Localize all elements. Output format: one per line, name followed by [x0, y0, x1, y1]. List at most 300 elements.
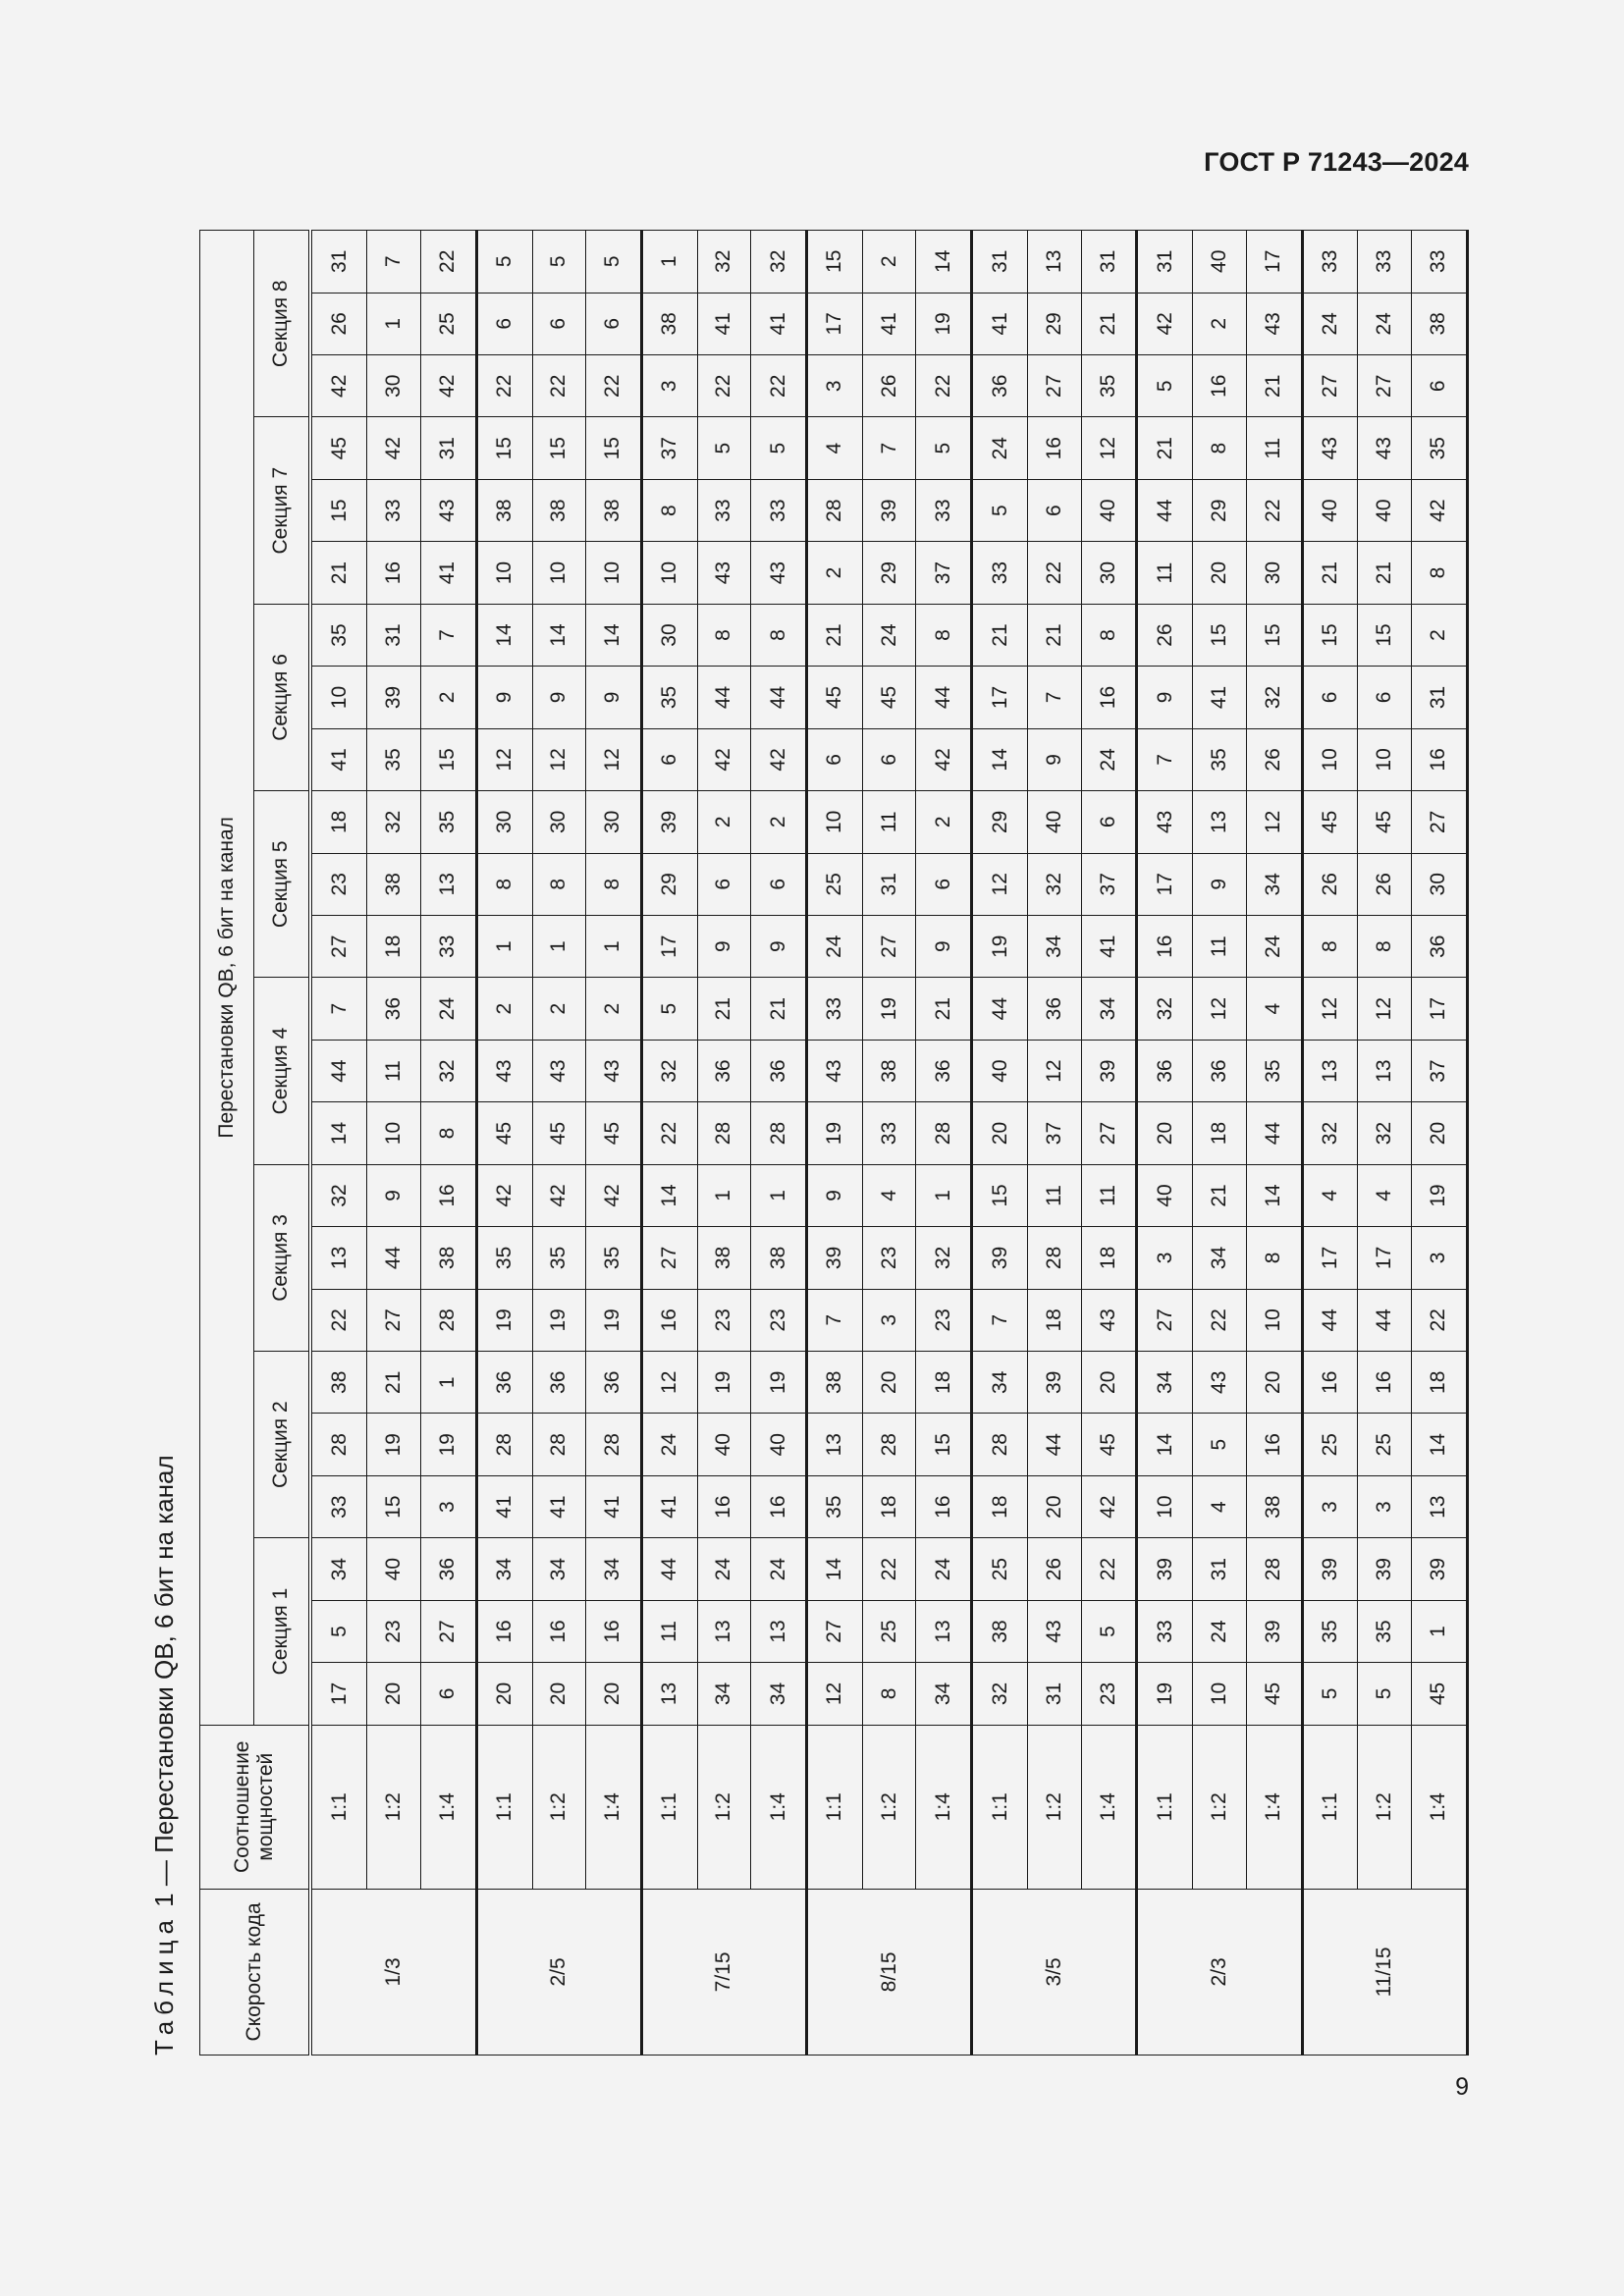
- permutation-cell: 42: [310, 355, 367, 417]
- caption-number: 1: [149, 1893, 179, 1907]
- permutation-cell: 25: [862, 1600, 916, 1662]
- permutation-cell: 31: [1081, 231, 1137, 294]
- permutation-cell: 2: [476, 978, 532, 1040]
- permutation-cell: 40: [1081, 479, 1137, 541]
- permutation-cell: 22: [1193, 1289, 1247, 1351]
- permutation-cell: 39: [1246, 1600, 1302, 1662]
- permutation-cell: 2: [532, 978, 586, 1040]
- permutation-cell: 45: [1412, 1663, 1468, 1725]
- permutation-cell: 21: [916, 978, 972, 1040]
- permutation-cell: 1: [641, 231, 697, 294]
- permutation-cell: 31: [1028, 1663, 1082, 1725]
- permutation-cell: 28: [532, 1414, 586, 1475]
- permutation-cell: 36: [916, 1040, 972, 1101]
- permutation-cell: 5: [476, 231, 532, 294]
- permutation-cell: 28: [586, 1414, 642, 1475]
- section-header: Секция 3: [253, 1164, 310, 1351]
- permutation-cell: 41: [310, 728, 367, 790]
- caption-prefix: Таблица: [149, 1914, 179, 2056]
- permutation-cell: 1: [420, 1352, 476, 1414]
- permutation-cell: 5: [310, 1600, 367, 1662]
- power-ratio-cell: 1:4: [586, 1725, 642, 1889]
- permutation-cell: 14: [972, 728, 1028, 790]
- permutation-cell: 43: [1081, 1289, 1137, 1351]
- permutation-cell: 28: [476, 1414, 532, 1475]
- power-ratio-cell: 1:1: [641, 1725, 697, 1889]
- permutation-cell: 42: [367, 417, 421, 479]
- permutation-cell: 10: [367, 1102, 421, 1164]
- permutation-cell: 36: [1028, 978, 1082, 1040]
- permutation-cell: 41: [972, 293, 1028, 354]
- table-row: [1081, 231, 1137, 2056]
- permutation-cell: 2: [1193, 293, 1247, 354]
- permutation-cell: 4: [1358, 1164, 1412, 1226]
- permutation-cell: 44: [367, 1227, 421, 1289]
- permutation-cell: 2: [751, 791, 807, 853]
- permutation-cell: 24: [972, 417, 1028, 479]
- permutation-cell: 32: [1302, 1102, 1358, 1164]
- power-ratio-cell: 1:2: [697, 1725, 751, 1889]
- permutation-cell: 32: [1358, 1102, 1412, 1164]
- code-rate-cell: 2/3: [1137, 1889, 1302, 2055]
- permutation-cell: 29: [1028, 293, 1082, 354]
- permutation-cell: 11: [641, 1600, 697, 1662]
- permutation-cell: 40: [1028, 791, 1082, 853]
- permutation-cell: 21: [367, 1352, 421, 1414]
- permutation-cell: 29: [972, 791, 1028, 853]
- permutation-cell: 33: [420, 915, 476, 977]
- power-ratio-cell: 1:1: [1302, 1725, 1358, 1889]
- permutation-cell: 43: [1193, 1352, 1247, 1414]
- permutation-cell: 26: [1028, 1538, 1082, 1600]
- permutation-cell: 42: [420, 355, 476, 417]
- permutation-cell: 27: [641, 1227, 697, 1289]
- permutation-cell: 39: [1412, 1538, 1468, 1600]
- permutation-cell: 30: [532, 791, 586, 853]
- permutation-cell: 24: [1246, 915, 1302, 977]
- permutation-cell: 43: [476, 1040, 532, 1101]
- permutation-cell: 40: [367, 1538, 421, 1600]
- permutation-cell: 3: [807, 355, 863, 417]
- permutation-cell: 45: [1358, 791, 1412, 853]
- permutation-cell: 22: [862, 1538, 916, 1600]
- permutation-cell: 12: [972, 853, 1028, 915]
- permutation-cell: 5: [1358, 1663, 1412, 1725]
- permutation-cell: 16: [916, 1475, 972, 1537]
- permutation-cell: 34: [1137, 1352, 1193, 1414]
- table-caption: Таблица 1 — Перестановки QB, 6 бит на канал: [149, 1455, 179, 2056]
- permutation-cell: 34: [476, 1538, 532, 1600]
- section-header: Секция 6: [253, 604, 310, 790]
- permutation-cell: 14: [807, 1538, 863, 1600]
- permutation-cell: 15: [972, 1164, 1028, 1226]
- permutation-cell: 33: [697, 479, 751, 541]
- permutation-cell: 36: [697, 1040, 751, 1101]
- permutation-cell: 12: [1028, 1040, 1082, 1101]
- permutation-cell: 39: [1302, 1538, 1358, 1600]
- permutation-cell: 23: [751, 1289, 807, 1351]
- permutation-cell: 41: [862, 293, 916, 354]
- permutation-cell: 27: [1028, 355, 1082, 417]
- permutation-cell: 19: [697, 1352, 751, 1414]
- permutation-cell: 11: [1193, 915, 1247, 977]
- permutation-cell: 2: [586, 978, 642, 1040]
- column-header-ratio: Соотношение мощностей: [200, 1725, 310, 1889]
- permutation-cell: 28: [751, 1102, 807, 1164]
- document-header: ГОСТ Р 71243—2024: [1204, 147, 1469, 177]
- section-header: Секция 8: [253, 231, 310, 417]
- permutation-cell: 12: [586, 728, 642, 790]
- permutation-cell: 41: [641, 1475, 697, 1537]
- permutation-cell: 43: [1137, 791, 1193, 853]
- permutation-cell: 24: [862, 604, 916, 666]
- power-ratio-cell: 1:2: [1358, 1725, 1412, 1889]
- permutation-cell: 6: [420, 1663, 476, 1725]
- permutation-cell: 6: [641, 728, 697, 790]
- permutation-cell: 45: [1302, 791, 1358, 853]
- permutation-cell: 28: [1028, 1227, 1082, 1289]
- permutation-cell: 19: [367, 1414, 421, 1475]
- permutation-cell: 31: [1193, 1538, 1247, 1600]
- permutation-cell: 35: [1193, 728, 1247, 790]
- permutation-cell: 36: [751, 1040, 807, 1101]
- permutation-cell: 13: [1412, 1475, 1468, 1537]
- permutation-cell: 10: [807, 791, 863, 853]
- permutation-cell: 28: [420, 1289, 476, 1351]
- permutation-cell: 34: [1028, 915, 1082, 977]
- permutation-cell: 24: [697, 1538, 751, 1600]
- permutation-cell: 3: [1137, 1227, 1193, 1289]
- permutation-cell: 7: [1028, 667, 1082, 728]
- permutation-cell: 8: [1193, 417, 1247, 479]
- permutation-cell: 30: [1246, 542, 1302, 604]
- permutation-cell: 22: [1246, 479, 1302, 541]
- permutation-cell: 32: [972, 1663, 1028, 1725]
- permutation-cell: 26: [310, 293, 367, 354]
- permutation-cell: 13: [751, 1600, 807, 1662]
- permutation-cell: 8: [916, 604, 972, 666]
- permutation-cell: 3: [862, 1289, 916, 1351]
- permutation-cell: 21: [310, 542, 367, 604]
- permutation-cell: 8: [532, 853, 586, 915]
- permutation-cell: 15: [1193, 604, 1247, 666]
- permutation-cell: 43: [1302, 417, 1358, 479]
- permutation-cell: 24: [1358, 293, 1412, 354]
- permutation-cell: 6: [586, 293, 642, 354]
- permutation-cell: 16: [420, 1164, 476, 1226]
- permutation-cell: 32: [751, 231, 807, 294]
- permutation-cell: 10: [1193, 1663, 1247, 1725]
- permutation-cell: 11: [1081, 1164, 1137, 1226]
- permutation-cell: 38: [807, 1352, 863, 1414]
- permutation-cell: 38: [641, 293, 697, 354]
- permutation-cell: 27: [1358, 355, 1412, 417]
- permutation-cell: 43: [807, 1040, 863, 1101]
- permutation-cell: 6: [1412, 355, 1468, 417]
- table-row: [916, 231, 972, 2056]
- permutation-cell: 35: [1302, 1600, 1358, 1662]
- permutation-cell: 36: [1137, 1040, 1193, 1101]
- table-row: [972, 231, 1028, 2056]
- permutation-cell: 22: [476, 355, 532, 417]
- permutation-cell: 8: [751, 604, 807, 666]
- code-rate-cell: 7/15: [641, 1889, 806, 2055]
- permutation-cell: 6: [1302, 667, 1358, 728]
- permutation-cell: 1: [697, 1164, 751, 1226]
- permutation-cell: 40: [1302, 479, 1358, 541]
- permutation-cell: 38: [1412, 293, 1468, 354]
- permutation-cell: 18: [367, 915, 421, 977]
- permutation-cell: 16: [367, 542, 421, 604]
- permutation-cell: 45: [476, 1102, 532, 1164]
- permutation-cell: 11: [1246, 417, 1302, 479]
- table-row: [862, 231, 916, 2056]
- permutation-cell: 10: [310, 667, 367, 728]
- permutation-cell: 39: [972, 1227, 1028, 1289]
- permutation-cell: 39: [862, 479, 916, 541]
- permutation-cell: 2: [862, 231, 916, 294]
- permutation-cell: 10: [476, 542, 532, 604]
- permutation-cell: 5: [586, 231, 642, 294]
- permutation-cell: 23: [1081, 1663, 1137, 1725]
- permutation-cell: 15: [1358, 604, 1412, 666]
- permutation-cell: 1: [916, 1164, 972, 1226]
- permutation-cell: 21: [751, 978, 807, 1040]
- code-rate-cell: 11/15: [1302, 1889, 1467, 2055]
- permutation-cell: 8: [697, 604, 751, 666]
- permutation-cell: 20: [1193, 542, 1247, 604]
- permutation-cell: 21: [1193, 1164, 1247, 1226]
- permutation-cell: 13: [697, 1600, 751, 1662]
- permutation-cell: 39: [641, 791, 697, 853]
- permutation-cell: 35: [1358, 1600, 1412, 1662]
- permutation-cell: 40: [751, 1414, 807, 1475]
- permutation-cell: 9: [1028, 728, 1082, 790]
- permutation-cell: 14: [641, 1164, 697, 1226]
- power-ratio-cell: 1:1: [310, 1725, 367, 1889]
- permutation-cell: 20: [476, 1663, 532, 1725]
- permutation-cell: 16: [641, 1289, 697, 1351]
- permutation-cell: 17: [310, 1663, 367, 1725]
- permutation-cell: 29: [641, 853, 697, 915]
- permutation-cell: 44: [1028, 1414, 1082, 1475]
- table-row: [1137, 231, 1193, 2056]
- permutation-cell: 36: [1193, 1040, 1247, 1101]
- permutation-cell: 2: [807, 542, 863, 604]
- permutation-cell: 29: [1193, 479, 1247, 541]
- permutation-cell: 5: [532, 231, 586, 294]
- permutation-cell: 9: [532, 667, 586, 728]
- permutation-cell: 22: [532, 355, 586, 417]
- power-ratio-cell: 1:4: [751, 1725, 807, 1889]
- permutation-cell: 41: [1193, 667, 1247, 728]
- permutation-cell: 8: [1302, 915, 1358, 977]
- permutation-cell: 22: [916, 355, 972, 417]
- permutation-cell: 35: [310, 604, 367, 666]
- permutation-table: [199, 230, 1469, 2056]
- permutation-cell: 3: [641, 355, 697, 417]
- permutation-cell: 36: [972, 355, 1028, 417]
- permutation-cell: 21: [1246, 355, 1302, 417]
- permutation-cell: 14: [476, 604, 532, 666]
- permutation-cell: 8: [641, 479, 697, 541]
- permutation-cell: 17: [1137, 853, 1193, 915]
- permutation-cell: 41: [1081, 915, 1137, 977]
- permutation-cell: 6: [916, 853, 972, 915]
- permutation-cell: 19: [586, 1289, 642, 1351]
- power-ratio-cell: 1:1: [972, 1725, 1028, 1889]
- code-rate-cell: 2/5: [476, 1889, 641, 2055]
- permutation-cell: 17: [807, 293, 863, 354]
- permutation-cell: 24: [420, 978, 476, 1040]
- permutation-cell: 42: [532, 1164, 586, 1226]
- permutation-cell: 23: [367, 1600, 421, 1662]
- power-ratio-cell: 1:2: [532, 1725, 586, 1889]
- permutation-cell: 33: [1137, 1600, 1193, 1662]
- power-ratio-cell: 1:4: [420, 1725, 476, 1889]
- permutation-cell: 32: [420, 1040, 476, 1101]
- permutation-cell: 9: [807, 1164, 863, 1226]
- permutation-cell: 32: [697, 231, 751, 294]
- permutation-cell: 15: [476, 417, 532, 479]
- table-row: [641, 231, 697, 2056]
- table-row: [310, 231, 367, 2056]
- permutation-cell: 11: [862, 791, 916, 853]
- permutation-cell: 21: [972, 604, 1028, 666]
- permutation-cell: 33: [972, 542, 1028, 604]
- caption-title: Перестановки QB, 6 бит на канал: [149, 1455, 179, 1853]
- power-ratio-cell: 1:4: [916, 1725, 972, 1889]
- permutation-cell: 1: [1412, 1600, 1468, 1662]
- permutation-cell: 8: [1246, 1227, 1302, 1289]
- permutation-cell: 33: [751, 479, 807, 541]
- permutation-cell: 4: [862, 1164, 916, 1226]
- permutation-cell: 44: [1302, 1289, 1358, 1351]
- permutation-cell: 16: [476, 1600, 532, 1662]
- permutation-cell: 27: [862, 915, 916, 977]
- permutation-cell: 43: [1358, 417, 1412, 479]
- permutation-cell: 38: [532, 479, 586, 541]
- permutation-cell: 5: [972, 479, 1028, 541]
- permutation-cell: 6: [1358, 667, 1412, 728]
- permutation-cell: 19: [476, 1289, 532, 1351]
- permutation-cell: 7: [862, 417, 916, 479]
- permutation-cell: 30: [1081, 542, 1137, 604]
- permutation-cell: 27: [310, 915, 367, 977]
- permutation-cell: 7: [310, 978, 367, 1040]
- permutation-cell: 34: [1193, 1227, 1247, 1289]
- permutation-cell: 32: [916, 1227, 972, 1289]
- permutation-cell: 22: [420, 231, 476, 294]
- permutation-cell: 6: [862, 728, 916, 790]
- permutation-cell: 31: [420, 417, 476, 479]
- table-row: [751, 231, 807, 2056]
- permutation-cell: 6: [1028, 479, 1082, 541]
- table-row: [532, 231, 586, 2056]
- permutation-cell: 40: [1193, 231, 1247, 294]
- permutation-cell: 16: [1081, 667, 1137, 728]
- permutation-cell: 13: [1358, 1040, 1412, 1101]
- permutation-cell: 5: [1081, 1600, 1137, 1662]
- power-ratio-cell: 1:1: [476, 1725, 532, 1889]
- permutation-cell: 33: [1412, 231, 1468, 294]
- permutation-cell: 9: [697, 915, 751, 977]
- permutation-cell: 22: [310, 1289, 367, 1351]
- permutation-cell: 4: [1246, 978, 1302, 1040]
- permutation-cell: 12: [532, 728, 586, 790]
- permutation-cell: 7: [420, 604, 476, 666]
- permutation-cell: 38: [697, 1227, 751, 1289]
- permutation-cell: 44: [641, 1538, 697, 1600]
- permutation-cell: 21: [1028, 604, 1082, 666]
- permutation-cell: 10: [586, 542, 642, 604]
- permutation-cell: 41: [751, 293, 807, 354]
- permutation-cell: 38: [310, 1352, 367, 1414]
- permutation-cell: 41: [532, 1475, 586, 1537]
- permutation-cell: 15: [1302, 604, 1358, 666]
- permutation-cell: 8: [1358, 915, 1412, 977]
- permutation-cell: 10: [1246, 1289, 1302, 1351]
- permutation-cell: 35: [420, 791, 476, 853]
- permutation-cell: 43: [420, 479, 476, 541]
- permutation-cell: 16: [751, 1475, 807, 1537]
- permutation-cell: 44: [310, 1040, 367, 1101]
- permutation-cell: 27: [1137, 1289, 1193, 1351]
- permutation-cell: 2: [916, 791, 972, 853]
- permutation-cell: 19: [420, 1414, 476, 1475]
- permutation-cell: 21: [697, 978, 751, 1040]
- table-row: [807, 231, 863, 2056]
- permutation-cell: 27: [367, 1289, 421, 1351]
- permutation-cell: 38: [476, 479, 532, 541]
- permutation-cell: 18: [1193, 1102, 1247, 1164]
- permutation-cell: 4: [1193, 1475, 1247, 1537]
- permutation-cell: 18: [1028, 1289, 1082, 1351]
- permutation-cell: 38: [751, 1227, 807, 1289]
- permutation-cell: 22: [1412, 1289, 1468, 1351]
- permutation-cell: 18: [1081, 1227, 1137, 1289]
- permutation-cell: 26: [1302, 853, 1358, 915]
- permutation-cell: 37: [1412, 1040, 1468, 1101]
- permutation-cell: 30: [586, 791, 642, 853]
- permutation-cell: 32: [310, 1164, 367, 1226]
- permutation-cell: 12: [1358, 978, 1412, 1040]
- permutation-cell: 43: [697, 542, 751, 604]
- permutation-cell: 10: [641, 542, 697, 604]
- permutation-cell: 21: [1081, 293, 1137, 354]
- permutation-cell: 40: [1137, 1164, 1193, 1226]
- permutation-cell: 19: [972, 915, 1028, 977]
- permutation-cell: 14: [532, 604, 586, 666]
- permutation-cell: 16: [532, 1600, 586, 1662]
- permutation-cell: 19: [1412, 1164, 1468, 1226]
- permutation-cell: 19: [532, 1289, 586, 1351]
- permutation-cell: 43: [1028, 1600, 1082, 1662]
- permutation-cell: 36: [476, 1352, 532, 1414]
- permutation-cell: 27: [807, 1600, 863, 1662]
- table-row: [586, 231, 642, 2056]
- permutation-cell: 8: [1081, 604, 1137, 666]
- permutation-cell: 31: [862, 853, 916, 915]
- permutation-cell: 36: [367, 978, 421, 1040]
- permutation-cell: 43: [586, 1040, 642, 1101]
- permutation-cell: 12: [1081, 417, 1137, 479]
- permutation-cell: 17: [1412, 978, 1468, 1040]
- permutation-cell: 24: [751, 1538, 807, 1600]
- permutation-cell: 25: [420, 293, 476, 354]
- permutation-cell: 33: [1302, 231, 1358, 294]
- permutation-cell: 25: [972, 1538, 1028, 1600]
